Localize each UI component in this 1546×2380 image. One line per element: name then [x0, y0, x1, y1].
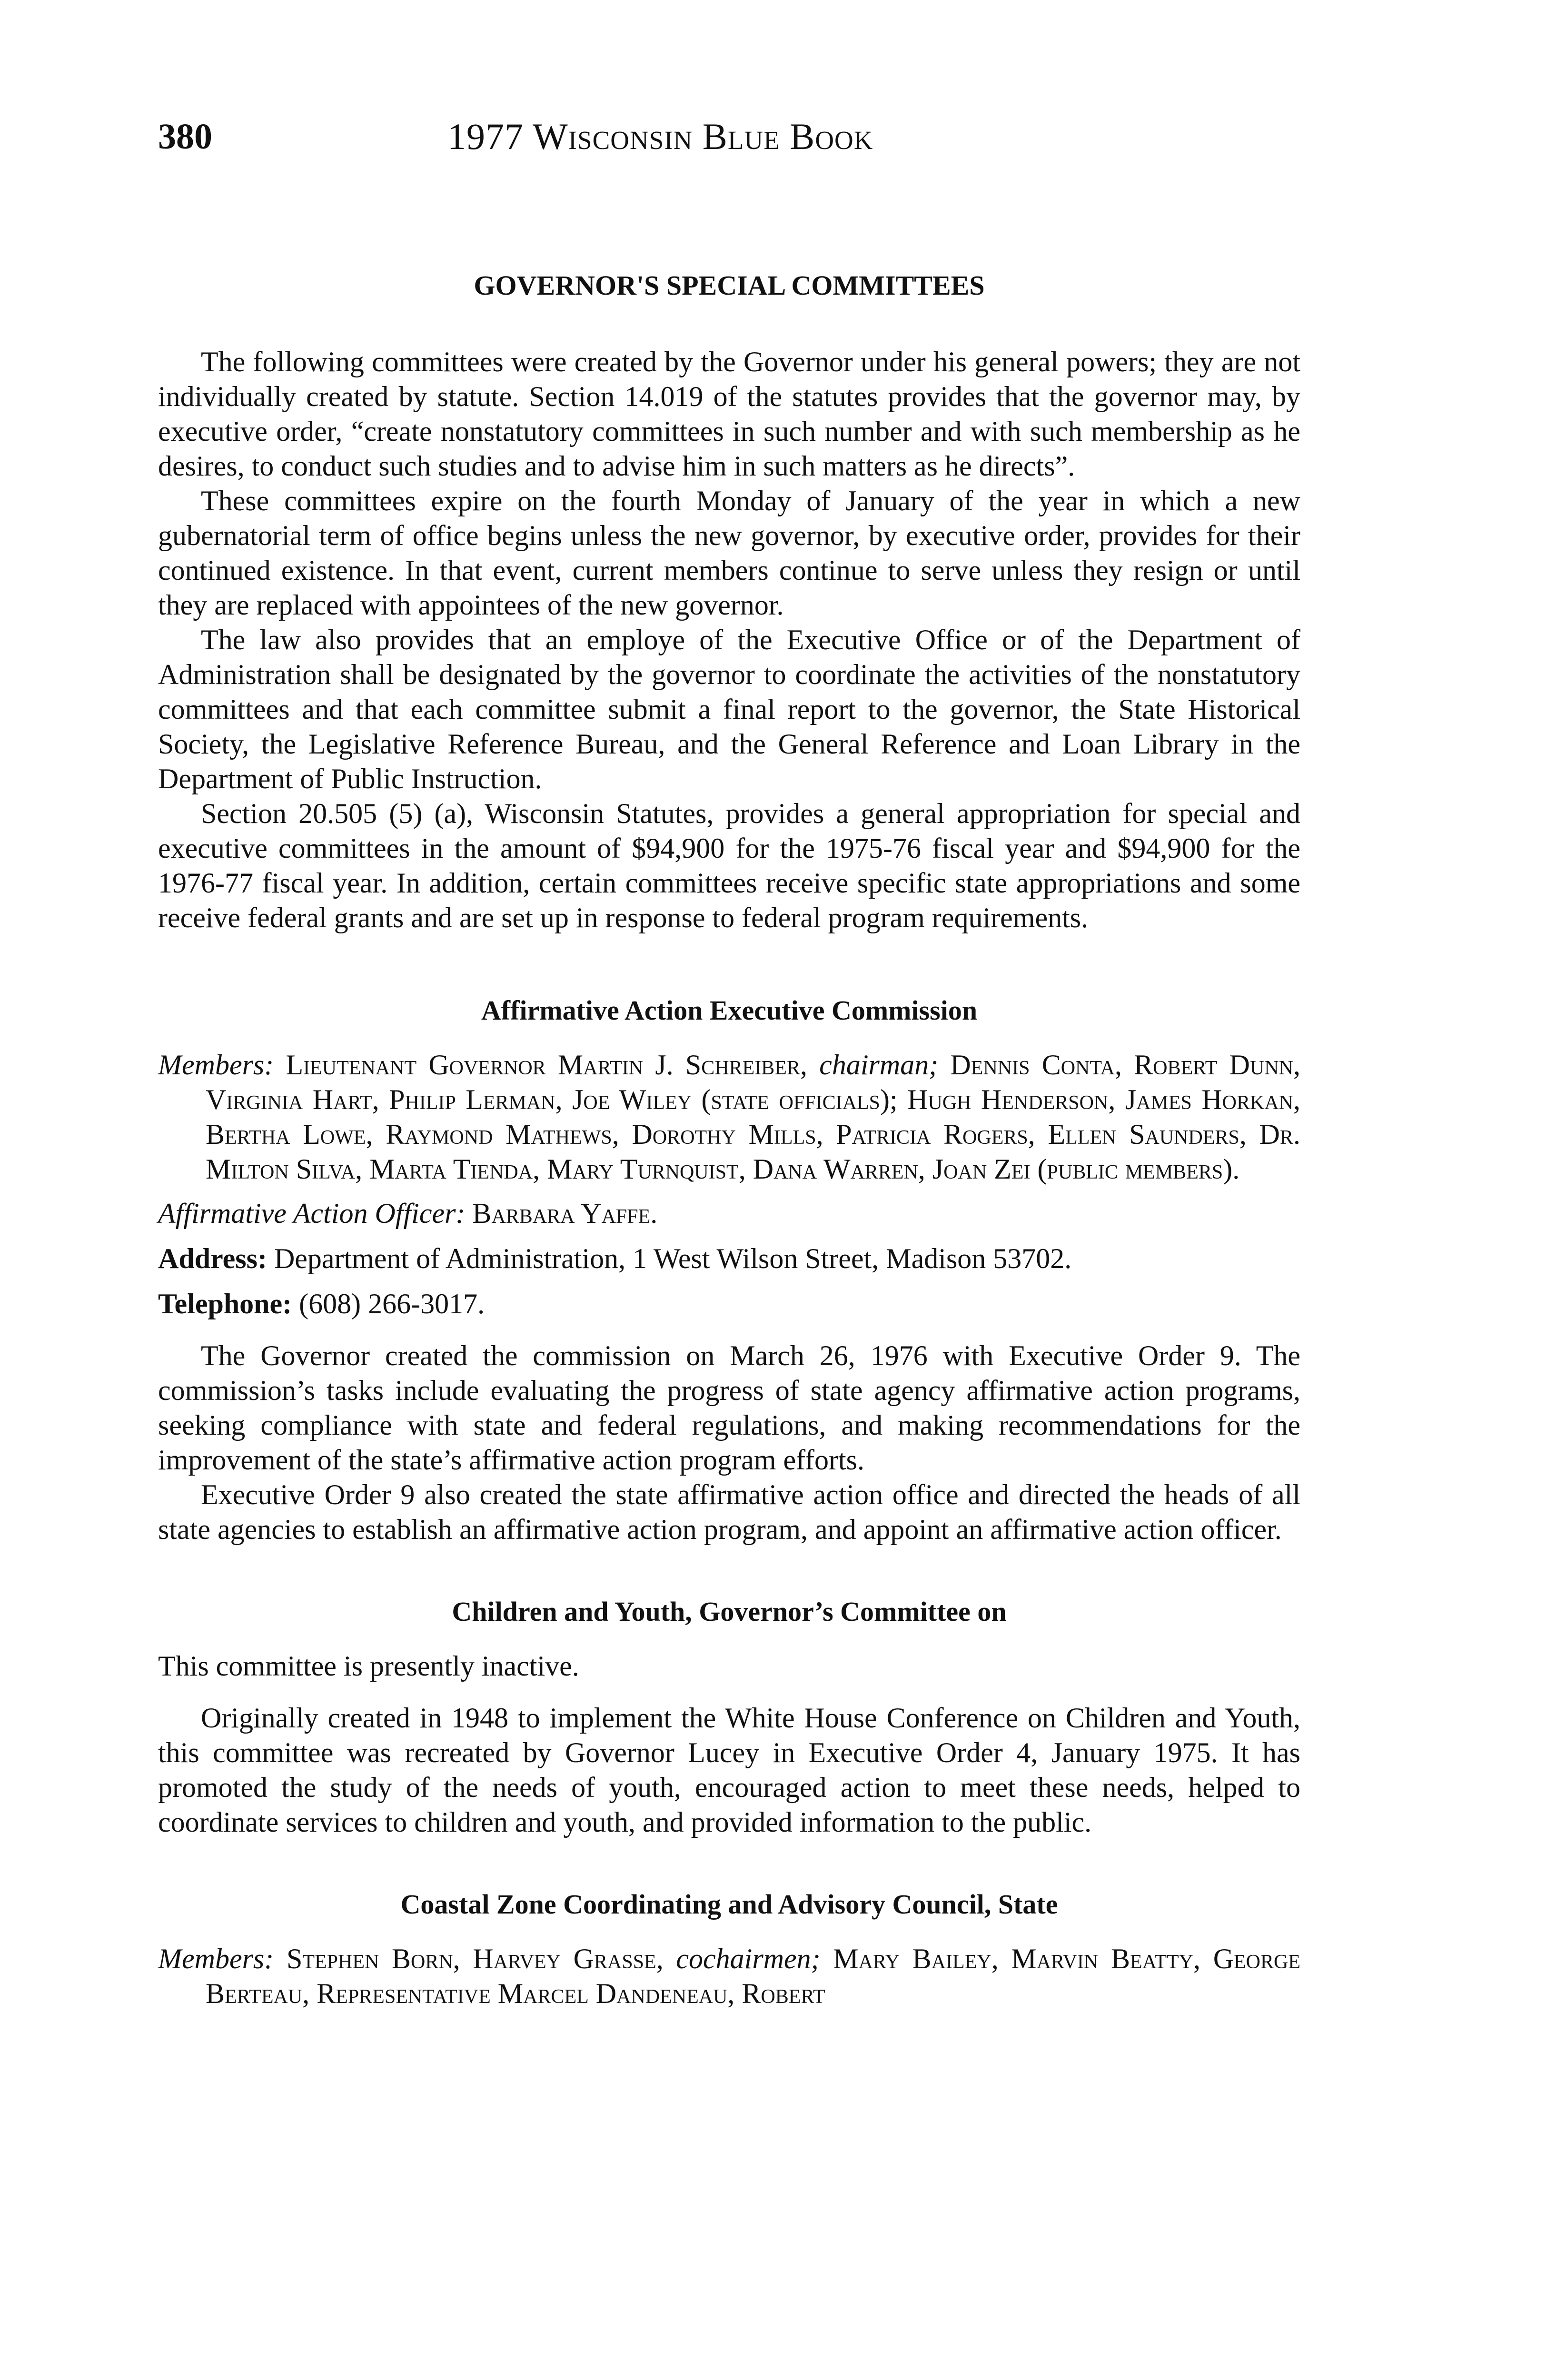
telephone-line: [158, 1287, 1300, 1321]
children-youth-section: [158, 1593, 1300, 1840]
telephone-value: (608) 266-3017.: [299, 1288, 485, 1319]
section-heading: Affirmative Action Executive Commission: [481, 995, 978, 1026]
members-names: Lieutenant Governor Martin J. Schreiber,: [286, 1049, 807, 1081]
spacer: [158, 1547, 1300, 1593]
book-title: 1977 Wisconsin Blue Book: [447, 116, 873, 157]
members-names: Dennis Conta, Robert Dunn, Virginia Hart, Philip Lerman, Joe Wiley (state officials); Hugh Henderson, James Horkan, Bertha Lowe, Raymond Mathews, Dorothy Mills, Patricia Rogers, Ellen Saunders, Dr. Milton Silva, Marta Tienda, Mary Turnquist, Dana Warren, Joan Zei (public members).: [206, 1049, 1300, 1185]
members-list: [158, 1942, 1300, 2011]
page-content: [158, 267, 1300, 2021]
members-list: [158, 1048, 1300, 1187]
spacer: [158, 1694, 1300, 1701]
members-names: Mary Bailey, Marvin Beatty, George Berteau, Representative Marcel Dandeneau, Robert: [206, 1943, 1301, 2009]
members-label: Members:: [158, 1049, 274, 1081]
intro-paragraph: The following committees were created by the Governor under his general powers; they are not individually created by statute. Section 14.019 of the statutes provides that the governor may, by executive order, “create nonstatutory committees in such number and with such membership as he desires, to conduct such studies and to advise him in such matters as he directs”.: [158, 346, 1300, 482]
spacer: [158, 1332, 1300, 1339]
section-heading: Coastal Zone Coordinating and Advisory Council, State: [400, 1889, 1058, 1920]
address-value: Department of Administration, 1 West Wilson Street, Madison 53702.: [274, 1243, 1072, 1274]
cochairmen-label: cochairmen;: [676, 1943, 821, 1974]
members-names: Stephen Born, Harvey Grasse,: [286, 1943, 664, 1974]
affirmative-action-section: [158, 992, 1300, 1547]
intro-paragraph: Section 20.505 (5) (a), Wisconsin Statutes, provides a general appropriation for special and executive committees in the amount of $94,900 for the 1975-76 fiscal year and $94,900 for the 1976-77 fiscal year. In addition, certain committees receive specific state appropriations and some receive federal grants and are set up in response to federal program requirements.: [158, 798, 1300, 933]
coastal-zone-section: [158, 1885, 1300, 2011]
officer-label: Affirmative Action Officer:: [158, 1198, 466, 1229]
section-paragraph: The Governor created the commission on March 26, 1976 with Executive Order 9. The commission’s tasks include evaluating the progress of state agency affirmative action programs, seeking compliance with state and federal regulations, and making recommendations for the improvement of the state’s affirmative action program efforts.: [158, 1340, 1300, 1476]
section-paragraph: Originally created in 1948 to implement the White House Conference on Children and Youth, this committee was recreated by Governor Lucey in Executive Order 4, January 1975. It has promoted the study of the needs of youth, encouraged action to meet these needs, helped to coordinate services to children and youth, and provided information to the public.: [158, 1702, 1300, 1838]
section-heading: Children and Youth, Governor’s Committee on: [452, 1596, 1007, 1627]
intro-paragraph: The law also provides that an employe of the Executive Office or of the Department of Administration shall be designated by the governor to coordinate the activities of the nonstatutory committees and that each committee submit a final report to the governor, the State Historical Society, the Legislative Reference Bureau, and the General Reference and Loan Library in the Department of Public Instruction.: [158, 624, 1300, 794]
intro-section: [158, 345, 1300, 935]
officer-line: [158, 1196, 1300, 1231]
officer-name: Barbara Yaffe.: [472, 1198, 658, 1229]
chairman-label: chairman;: [819, 1049, 939, 1081]
intro-paragraph: These committees expire on the fourth Monday of January of the year in which a new gubernatorial term of office begins unless the new governor, by executive order, provides for their continued existence. In that event, current members continue to serve unless they resign or until they are replaced with appointees of the new governor.: [158, 485, 1300, 621]
running-header: [158, 110, 1300, 163]
page-number: 380: [158, 117, 212, 157]
spacer: [158, 1840, 1300, 1885]
members-label: Members:: [158, 1943, 274, 1974]
telephone-label: Telephone:: [158, 1288, 292, 1319]
status-line: This committee is presently inactive.: [158, 1650, 579, 1682]
address-label: Address:: [158, 1243, 267, 1274]
section-paragraph: Executive Order 9 also created the state affirmative action office and directed the heads of all state agencies to establish an affirmative action program, and appoint an affirmative action officer.: [158, 1479, 1300, 1545]
address-line: [158, 1241, 1300, 1276]
main-heading: GOVERNOR'S SPECIAL COMMITTEES: [474, 270, 985, 301]
